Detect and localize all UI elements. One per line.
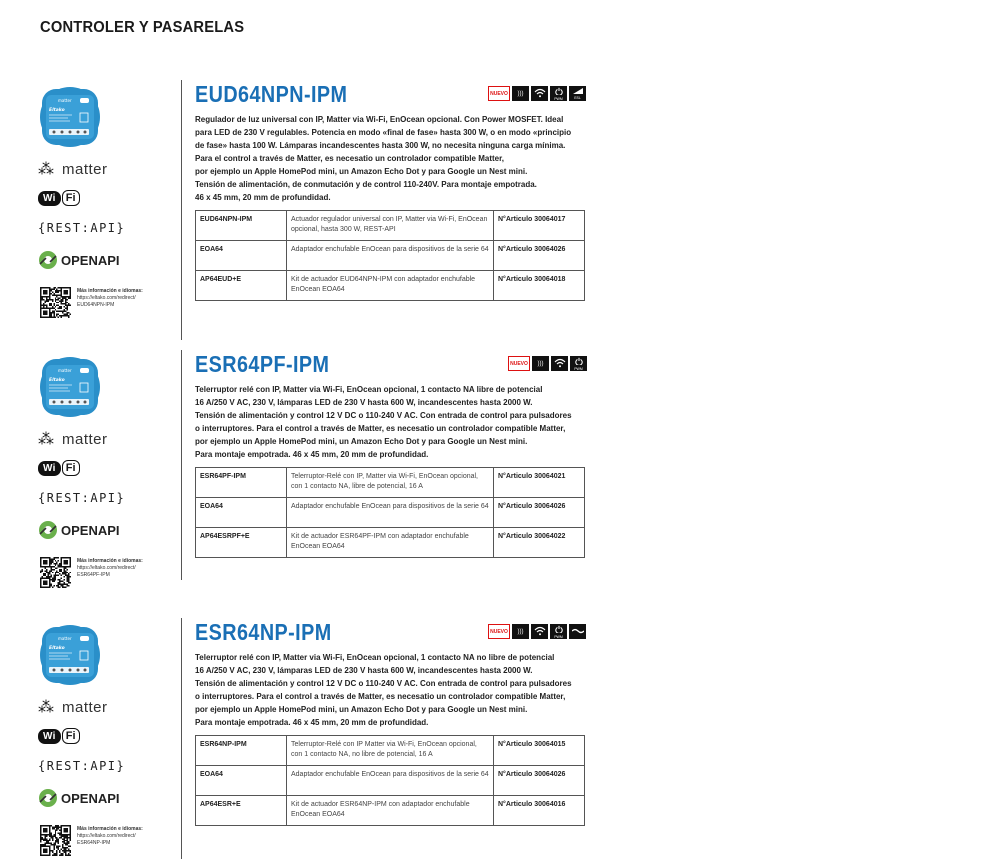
qr-code-image[interactable] <box>40 287 71 318</box>
description-line: por ejemplo un Apple HomePod mini, un Amazon Echo Dot y para Google un Nest mini. <box>195 167 528 176</box>
product-code: EOA64 <box>196 241 287 271</box>
wifi-icon <box>531 624 548 639</box>
matter-logo <box>38 159 108 179</box>
badge-caption: ESL <box>574 95 581 100</box>
qr-info-text <box>77 288 167 309</box>
svg-text:Eltako: Eltako <box>49 646 65 651</box>
power-icon <box>570 356 587 371</box>
enocean-icon: ))) <box>512 86 529 101</box>
badge-caption: PWM <box>554 96 563 101</box>
product-title: ESR64PF-IPM <box>195 351 330 377</box>
wifi-logo-b: Fi <box>62 460 80 476</box>
rest-api-logo <box>38 488 125 508</box>
description-line: Para montaje empotrada. 46 x 45 mm, 20 mm de profundidad. <box>195 718 429 727</box>
product-text: Kit de actuador EUD64NPN-IPM con adaptador enchufable EnOcean EOA64 <box>287 271 494 301</box>
wifi-logo-b: Fi <box>62 190 80 206</box>
product-description <box>195 651 590 729</box>
enocean-icon: ))) <box>512 624 529 639</box>
wave-icon <box>569 624 586 639</box>
device-image <box>38 355 102 419</box>
product-description <box>195 383 590 461</box>
openapi-label: OPENAPI <box>61 522 120 538</box>
qr-info-label: Más información e idiomas: <box>77 288 143 294</box>
matter-icon: ⁂ <box>38 161 54 178</box>
description-line: Tensión de alimentación, de conmutación y de control 110-240V. Para montaje empotrada. <box>195 180 537 189</box>
openapi-logo <box>38 520 120 540</box>
wifi-logo-a: Wi <box>38 729 61 744</box>
qr-info-text <box>77 826 167 847</box>
product-text: Telerruptor-Relé con IP Matter via Wi-Fi, EnOcean opcional, con 1 contacto NA, no libre de potencial, 16 A <box>287 736 494 766</box>
matter-logo <box>38 429 108 449</box>
enocean-icon: ))) <box>532 356 549 371</box>
openapi-icon <box>38 788 58 808</box>
article-number: N°Articulo 30064026 <box>494 241 585 271</box>
openapi-label: OPENAPI <box>61 252 120 268</box>
description-line: 16 A/250 V AC, 230 V, lámparas LED de 230 V hasta 600 W, incandescentes hasta 2000 W. <box>195 398 533 407</box>
description-line: o interruptores. Para el control a través de Matter, es necesatio un controlador compatible Matter, <box>195 424 566 433</box>
wifi-logo <box>38 458 80 478</box>
table-row <box>196 468 585 498</box>
qr-info-code: ESR64NP-IPM <box>77 840 111 846</box>
openapi-icon <box>38 520 58 540</box>
description-line: Tensión de alimentación y control 12 V DC o 110-240 V AC. Con entrada de control para pulsadores <box>195 411 572 420</box>
new-badge: NUEVO <box>488 86 510 101</box>
svg-text:Eltako: Eltako <box>49 108 65 113</box>
description-line: Tensión de alimentación y control 12 V DC o 110-240 V AC. Con entrada de control para pulsadores <box>195 679 572 688</box>
section-divider-line <box>181 618 182 859</box>
table-row <box>196 211 585 241</box>
product-table <box>195 210 585 301</box>
svg-text:matter: matter <box>58 98 72 103</box>
product-code: AP64ESRPF+E <box>196 528 287 558</box>
product-title: EUD64NPN-IPM <box>195 81 348 107</box>
qr-code-image[interactable] <box>40 825 71 856</box>
wifi-logo-a: Wi <box>38 461 61 476</box>
product-text: Kit de actuador ESR64NP-IPM con adaptador enchufable EnOcean EOA64 <box>287 796 494 826</box>
product-text: Adaptador enchufable EnOcean para dispositivos de la serie 64 <box>287 241 494 271</box>
description-line: Para el control a través de Matter, es necesatio un controlador compatible Matter, <box>195 154 504 163</box>
svg-text:Eltako: Eltako <box>49 378 65 383</box>
article-number: N°Articulo 30064026 <box>494 498 585 528</box>
feature-badges <box>508 356 587 371</box>
matter-icon: ⁂ <box>38 699 54 716</box>
new-badge: NUEVO <box>508 356 530 371</box>
product-description <box>195 113 590 204</box>
qr-info-label: Más información e idiomas: <box>77 826 143 832</box>
qr-info-text <box>77 558 167 579</box>
openapi-label: OPENAPI <box>61 790 120 806</box>
description-line: 46 x 45 mm, 20 mm de profundidad. <box>195 193 331 202</box>
section-divider-line <box>181 350 182 580</box>
article-number: N°Articulo 30064026 <box>494 766 585 796</box>
article-number: N°Articulo 30064022 <box>494 528 585 558</box>
product-text: Telerruptor-Relé con IP, Matter via Wi-Fi, EnOcean opcional, con 1 contacto NA, libre de potencial, 16 A <box>287 468 494 498</box>
power-icon <box>550 86 567 101</box>
wifi-icon <box>551 356 568 371</box>
product-text: Adaptador enchufable EnOcean para dispositivos de la serie 64 <box>287 498 494 528</box>
feature-badges <box>488 86 586 101</box>
matter-label: matter <box>62 430 108 448</box>
qr-info-label: Más información e idiomas: <box>77 558 143 564</box>
table-row <box>196 528 585 558</box>
description-line: Telerruptor relé con IP, Matter via Wi-Fi, EnOcean opcional, 1 contacto NA no libre de potencial <box>195 653 555 662</box>
device-image <box>38 85 102 149</box>
matter-logo <box>38 697 108 717</box>
svg-text:matter: matter <box>58 636 72 641</box>
qr-info-code: ESR64PF-IPM <box>77 572 110 578</box>
feature-badges <box>488 624 586 639</box>
description-line: de fase» hasta 100 W. Lámparas incandescentes hasta 300 W, no necesita ninguna carga mínima. <box>195 141 566 150</box>
article-number: N°Articulo 30064021 <box>494 468 585 498</box>
device-image <box>38 623 102 687</box>
description-line: para LED de 230 V regulables. Potencia en modo «final de fase» hasta 300 W, o en modo «principio <box>195 128 572 137</box>
rest-api-logo <box>38 218 125 238</box>
dimmer-icon <box>569 86 586 101</box>
wifi-logo-b: Fi <box>62 728 80 744</box>
description-line: 16 A/250 V AC, 230 V, lámparas LED de 230 V hasta 600 W, incandescentes hasta 2000 W. <box>195 666 533 675</box>
article-number: N°Articulo 30064017 <box>494 211 585 241</box>
wifi-logo-a: Wi <box>38 191 61 206</box>
matter-icon: ⁂ <box>38 431 54 448</box>
product-code: EOA64 <box>196 498 287 528</box>
description-line: o interruptores. Para el control a través de Matter, es necesatio un controlador compatible Matter, <box>195 692 566 701</box>
new-badge: NUEVO <box>488 624 510 639</box>
qr-code-image[interactable] <box>40 557 71 588</box>
description-line: Para montaje empotrada. 46 x 45 mm, 20 mm de profundidad. <box>195 450 429 459</box>
openapi-logo <box>38 250 120 270</box>
qr-info-url[interactable]: https://eltako.com/redirect/ <box>77 833 136 839</box>
matter-label: matter <box>62 698 108 716</box>
table-row <box>196 766 585 796</box>
product-text: Adaptador enchufable EnOcean para dispositivos de la serie 64 <box>287 766 494 796</box>
wifi-logo <box>38 188 80 208</box>
rest-api-label: {REST:API} <box>38 759 126 773</box>
rest-api-label: {REST:API} <box>38 221 126 235</box>
article-number: N°Articulo 30064015 <box>494 736 585 766</box>
openapi-icon <box>38 250 58 270</box>
table-row <box>196 241 585 271</box>
page-title: CONTROLER Y PASARELAS <box>40 19 245 36</box>
matter-label: matter <box>62 160 108 178</box>
qr-info-url[interactable]: https://eltako.com/redirect/ <box>77 565 136 571</box>
description-line: Telerruptor relé con IP, Matter via Wi-Fi, EnOcean opcional, 1 contacto NA libre de potencial <box>195 385 543 394</box>
product-code: ESR64PF-IPM <box>196 468 287 498</box>
wifi-logo <box>38 726 80 746</box>
qr-info-url[interactable]: https://eltako.com/redirect/ <box>77 295 136 301</box>
product-table <box>195 735 585 826</box>
table-row <box>196 498 585 528</box>
svg-text:matter: matter <box>58 368 72 373</box>
rest-api-label: {REST:API} <box>38 491 126 505</box>
badge-caption: PWM <box>554 634 563 639</box>
product-table <box>195 467 585 558</box>
rest-api-logo <box>38 756 125 776</box>
table-row <box>196 271 585 301</box>
product-title: ESR64NP-IPM <box>195 619 332 645</box>
description-line: por ejemplo un Apple HomePod mini, un Amazon Echo Dot y para Google un Nest mini. <box>195 705 528 714</box>
product-code: AP64EUD+E <box>196 271 287 301</box>
product-text: Kit de actuador ESR64PF-IPM con adaptador enchufable EnOcean EOA64 <box>287 528 494 558</box>
product-text: Actuador regulador universal con IP, Matter via Wi-Fi, EnOcean opcional, hasta 300 W, REST-API <box>287 211 494 241</box>
product-code: EUD64NPN-IPM <box>196 211 287 241</box>
description-line: por ejemplo un Apple HomePod mini, un Amazon Echo Dot y para Google un Nest mini. <box>195 437 528 446</box>
openapi-logo <box>38 788 120 808</box>
wifi-icon <box>531 86 548 101</box>
section-divider-line <box>181 80 182 340</box>
product-code: EOA64 <box>196 766 287 796</box>
product-code: ESR64NP-IPM <box>196 736 287 766</box>
description-line: Regulador de luz universal con IP, Matter via Wi-Fi, EnOcean opcional. Con Power MOSFET. Ideal <box>195 115 564 124</box>
article-number: N°Articulo 30064018 <box>494 271 585 301</box>
power-icon <box>550 624 567 639</box>
table-row <box>196 796 585 826</box>
table-row <box>196 736 585 766</box>
product-code: AP64ESR+E <box>196 796 287 826</box>
qr-info-code: EUD64NPN-IPM <box>77 302 115 308</box>
badge-caption: PWM <box>574 366 583 371</box>
article-number: N°Articulo 30064016 <box>494 796 585 826</box>
